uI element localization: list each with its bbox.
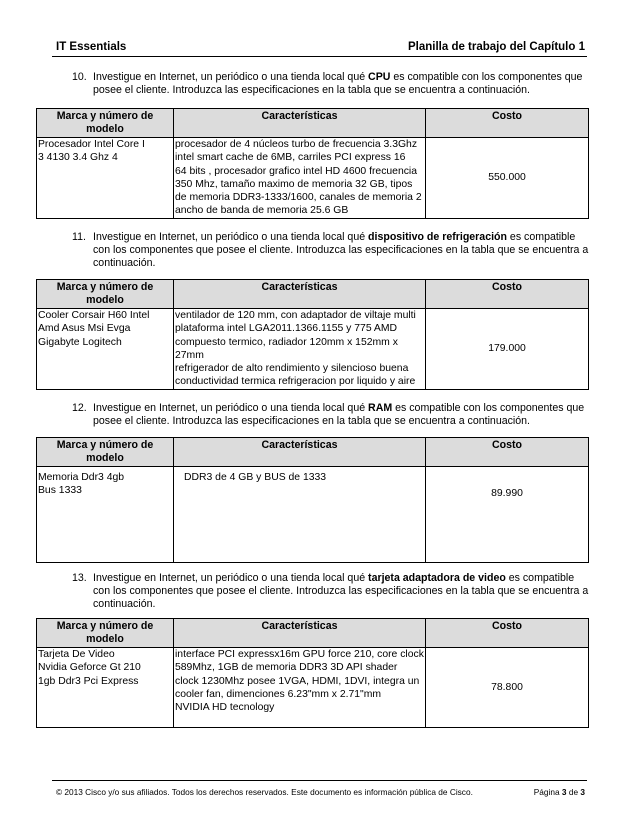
table-row <box>37 467 589 563</box>
cooling-table <box>36 279 589 390</box>
col-header-cost: Costo <box>426 109 589 138</box>
cell-model: Tarjeta De Video Nvidia Geforce Gt 210 1gb Ddr3 Pci Express <box>37 648 174 728</box>
page-footer <box>52 780 587 797</box>
col-header-model: Marca y número de modelo <box>37 280 174 309</box>
question-11 <box>72 231 592 271</box>
col-header-features: Características <box>174 109 426 138</box>
question-text: Investigue en Internet, un periódico o una tienda local qué CPU es compatible con los componentes que posee el cliente. Introduzca las especificaciones en la tabla que se encuentra a continuación. <box>93 71 583 97</box>
question-10 <box>72 71 592 97</box>
col-header-model: Marca y número de modelo <box>37 619 174 648</box>
copyright-notice: © 2013 Cisco y/o sus afiliados. Todos los derechos reservados. Este documento es información pública de Cisco. <box>56 787 473 797</box>
col-header-model: Marca y número de modelo <box>37 438 174 467</box>
question-number: 10. <box>72 71 87 83</box>
cell-features: procesador de 4 núcleos turbo de frecuencia 3.3Ghz intel smart cache de 6MB, carriles PCI express 16 64 bits , procesador grafico intel HD 4600 frecuencia 350 Mhz, tamaño maximo de memoria 32 GB, tipos de memoria DDR3-1333/1600, canales de memoria 2 ancho de banda de memoria 25.6 GB <box>174 138 426 219</box>
col-header-model: Marca y número de modelo <box>37 109 174 138</box>
cell-model: Cooler Corsair H60 Intel Amd Asus Msi Evga Gigabyte Logitech <box>37 309 174 390</box>
ram-table <box>36 437 589 563</box>
header-worksheet-title: Planilla de trabajo del Capítulo 1 <box>407 41 585 53</box>
question-keyword: CPU <box>368 71 391 83</box>
cell-model: Procesador Intel Core I 3 4130 3.4 Ghz 4 <box>37 138 174 219</box>
question-12 <box>72 402 592 428</box>
cell-cost: 78.800 <box>426 648 589 728</box>
question-keyword: tarjeta adaptadora de video <box>368 572 506 584</box>
table-header-row <box>37 280 589 309</box>
table-header-row <box>37 619 589 648</box>
question-number: 13. <box>72 572 87 584</box>
question-text: Investigue en Internet, un periódico o una tienda local qué RAM es compatible con los componentes que posee el cliente. Introduzca las especificaciones en la tabla que se encuentra a continuación. <box>93 402 585 428</box>
table-header-row <box>37 109 589 138</box>
table-header-row <box>37 438 589 467</box>
cell-model: Memoria Ddr3 4gb Bus 1333 <box>37 467 174 563</box>
cell-features: interface PCI expressx16m GPU force 210, core clock 589Mhz, 1GB de memoria DDR3 3D API shader clock 1230Mhz posee 1VGA, HDMI, 1DVI, integra un cooler fan, dimenciones 6.23"mm x 2.71"mm NVIDIA HD tecnology <box>174 648 426 728</box>
question-number: 12. <box>72 402 87 414</box>
question-text: Investigue en Internet, un periódico o una tienda local qué dispositivo de refrigeración es compatible con los componentes que posee el cliente. Introduzca las especificaciones en la tabla que se encuentra a continuación. <box>93 231 589 270</box>
col-header-cost: Costo <box>426 619 589 648</box>
cell-cost: 550.000 <box>426 138 589 219</box>
video-card-table <box>36 618 589 728</box>
col-header-features: Características <box>174 619 426 648</box>
question-keyword: RAM <box>368 402 393 414</box>
page-header <box>52 40 587 57</box>
question-keyword: dispositivo de refrigeración <box>368 231 507 243</box>
question-text: Investigue en Internet, un periódico o una tienda local qué tarjeta adaptadora de video es compatible con los componentes que posee el cliente. Introduzca las especificaciones en la tabla que se encuentra a continuación. <box>93 572 589 611</box>
cell-cost: 179.000 <box>426 309 589 390</box>
page-number: Página 3 de 3 <box>533 787 585 797</box>
col-header-features: Características <box>174 438 426 467</box>
cell-features: ventilador de 120 mm, con adaptador de viltaje multi plataforma intel LGA2011.1366.1155 y 775 AMD compuesto termico, radiador 120mm x 152mm x 27mm refrigerador de alto rendimiento y silencioso buena conductividad termica refrigeracion por liquido y aire <box>174 309 426 390</box>
cell-cost: 89.990 <box>426 467 589 563</box>
cell-features: DDR3 de 4 GB y BUS de 1333 <box>174 467 426 563</box>
table-row <box>37 309 589 390</box>
table-row <box>37 138 589 219</box>
header-course-title: IT Essentials <box>56 41 127 53</box>
col-header-cost: Costo <box>426 280 589 309</box>
question-13 <box>72 572 592 612</box>
cpu-table <box>36 108 589 219</box>
col-header-cost: Costo <box>426 438 589 467</box>
question-number: 11. <box>72 231 86 243</box>
col-header-features: Características <box>174 280 426 309</box>
table-row <box>37 648 589 728</box>
